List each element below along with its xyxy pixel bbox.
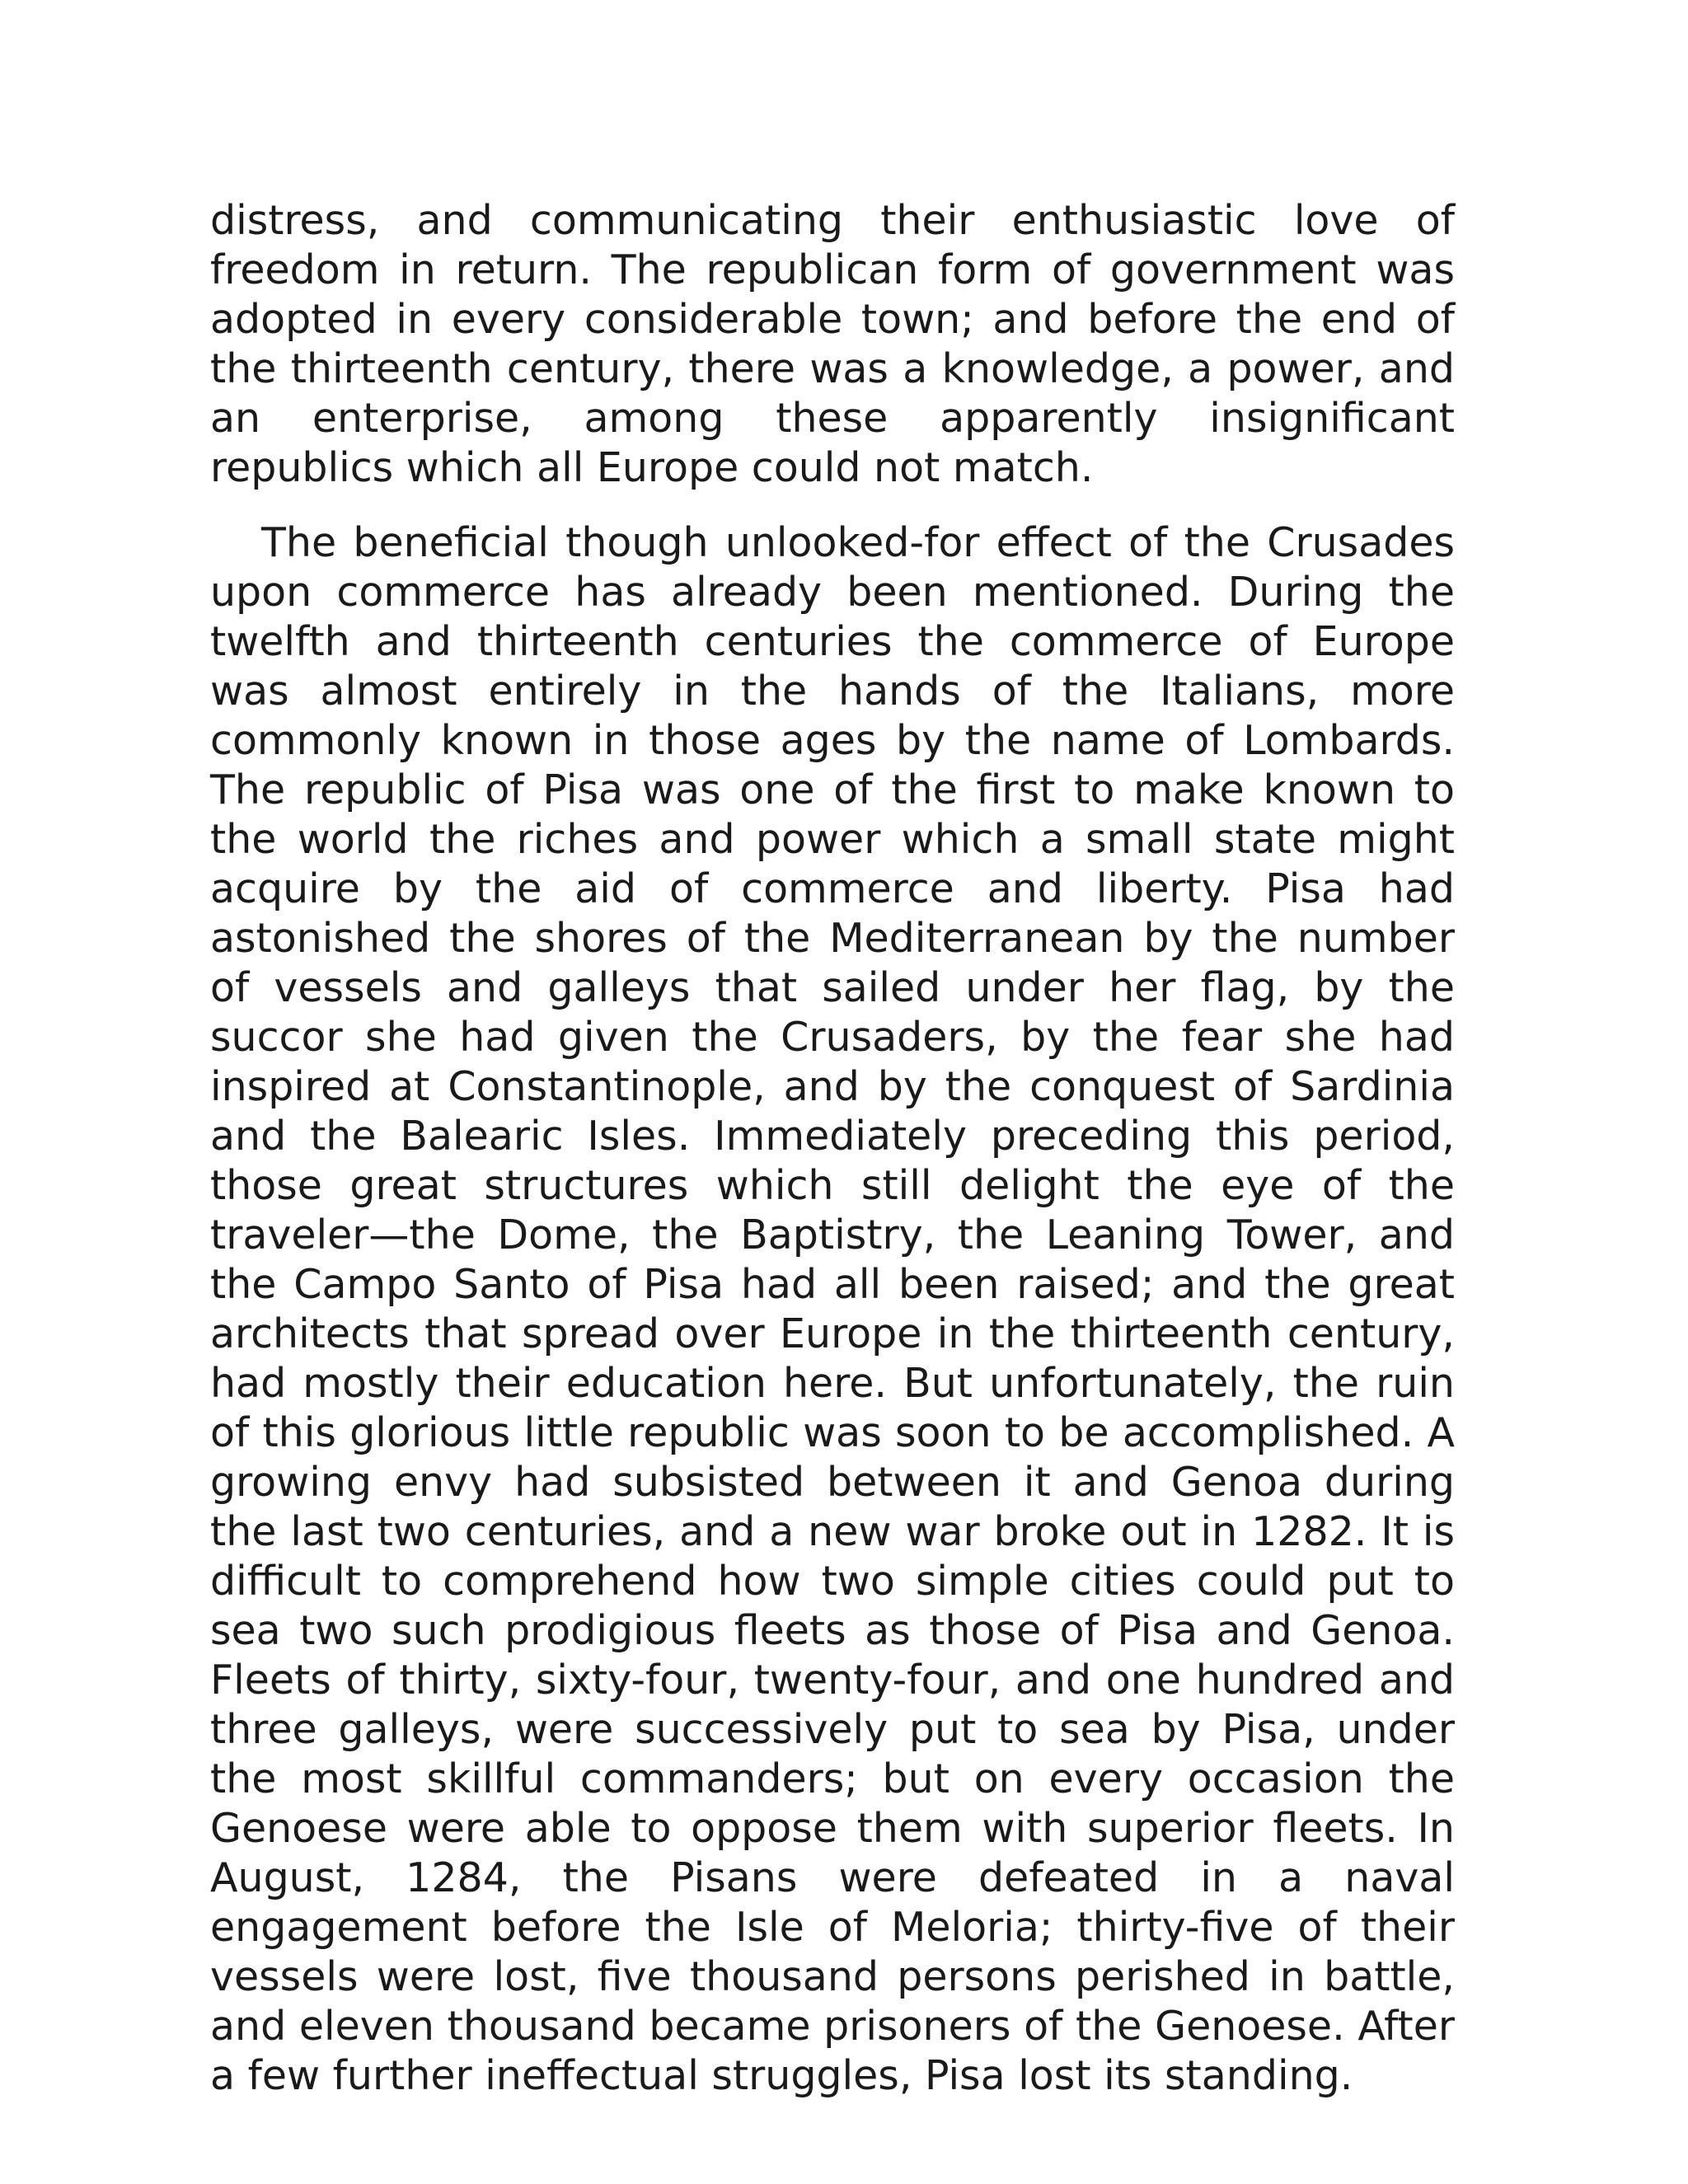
paragraph-continued: distress, and communicating their enthusiastic love of freedom in return. The republican form of government was adopted in every considerable town; and before the end of the thirteenth century, there was a knowledge, a power, and an enterprise, among these apparently insignificant republics which all Europe could not match. xyxy=(210,197,1455,491)
paragraph-pisa-commerce: The beneficial though unlooked-for effect of the Crusades upon commerce has already been mentioned. During the twelfth and thirteenth centuries the commerce of Europe was almost entirely in the hands of the Italians, more commonly known in those ages by the name of Lombards. The republic of Pisa was one of the first to make known to the world the riches and power which a small state might acquire by the aid of commerce and liberty. Pisa had astonished the shores of the Mediterranean by the number of vessels and galleys that sailed under her flag, by the succor she had given the Crusaders, by the fear she had inspired at Constantinople, and by the conquest of Sardinia and the Balearic Isles. Immediately preceding this period, those great structures which still delight the eye of the traveler—the Dome, the Baptistry, the Leaning Tower, and the Campo Santo of Pisa had all been raised; and the great architects that spread over Europe in the thirteenth century, had mostly their education here. But unfortunately, the ruin of this glorious little republic was soon to be accomplished. A growing envy had subsisted between it and Genoa during the last two centuries, and a new war broke out in 1282. It is difficult to comprehend how two simple cities could put to sea two such prodigious fleets as those of Pisa and Genoa. Fleets of thirty, sixty-four, twenty-four, and one hundred and three galleys, were successively put to sea by Pisa, under the most skillful commanders; but on every occasion the Genoese were able to oppose them with superior fleets. In August, 1284, the Pisans were defeated in a naval engagement before the Isle of Meloria; thirty-five of their vessels were lost, five thousand persons perished in battle, and eleven thousand became prisoners of the Genoese. After a few further ineffectual struggles, Pisa lost its standing. xyxy=(210,519,1455,2099)
page-body xyxy=(210,196,1455,2101)
